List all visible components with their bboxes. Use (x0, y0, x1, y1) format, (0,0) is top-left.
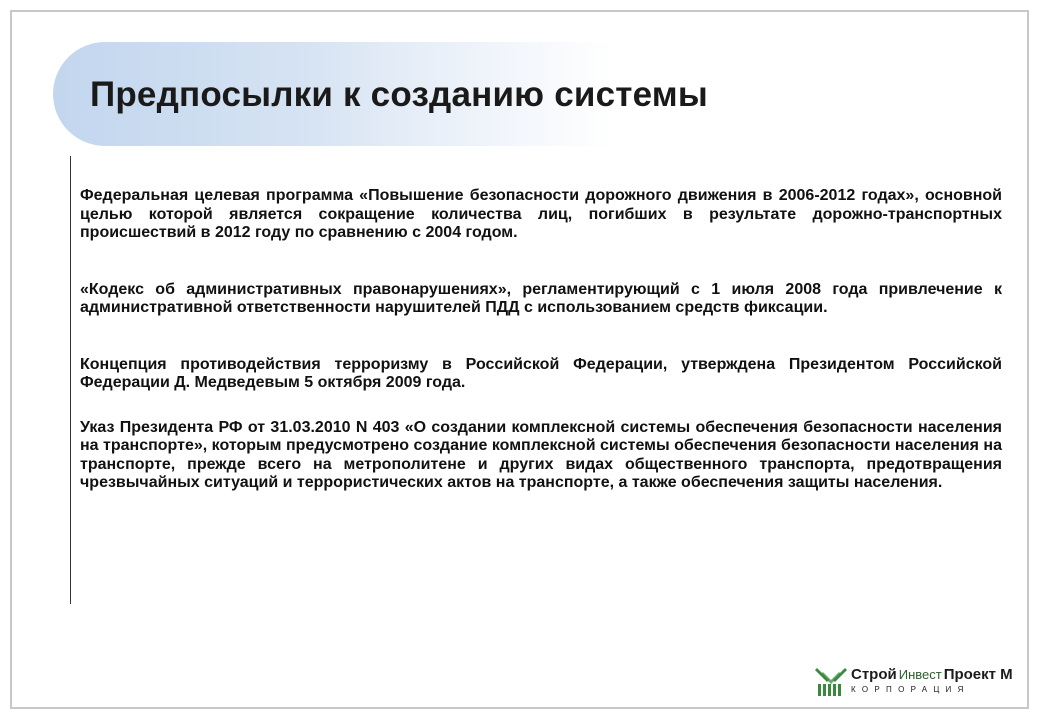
paragraph-presidential-decree: Указ Президента РФ от 31.03.2010 N 403 «О создании комплексной системы обеспечения безопасности населения на транспорте», которым предусмотрено создание комплексной системы обеспечения безопасности населения на транспорте, прежде всего на метрополитене и других видах общественного транспорта, предотвращения чрезвычайных ситуаций и террористических актов на транспорте, а также обеспечения защиты населения. (80, 418, 1002, 491)
logo-subtitle: КОРПОРАЦИЯ (851, 685, 970, 694)
paragraph-admin-code: «Кодекс об административных правонарушениях», регламентирующий с 1 июля 2008 года привлечение к административной ответственности нарушителей ПДД с использованием средств фиксации. (80, 280, 1002, 316)
logo-word-2: Инвест (898, 667, 942, 682)
paragraph-counter-terrorism: Концепция противодействия терроризму в Российской Федерации, утверждена Президентом Российской Федерации Д. Медведевым 5 октября 2009 года. (80, 355, 1002, 391)
logo-wordmark (851, 666, 1013, 683)
page-title: Предпосылки к созданию системы (90, 75, 708, 114)
logo-word-1: Строй (851, 666, 897, 683)
content-divider (70, 156, 71, 604)
paragraph-federal-program: Федеральная целевая программа «Повышение безопасности дорожного движения в 2006-2012 годах», основной целью которой является сокращение количества лиц, погибших в результате дорожно-транспортных происшествий в 2012 году по сравнению с 2004 годом. (80, 187, 1002, 241)
company-logo-icon (815, 664, 847, 698)
logo-word-3: Проект М (943, 666, 1013, 683)
content-body (80, 187, 1002, 493)
company-logo (815, 662, 1013, 700)
